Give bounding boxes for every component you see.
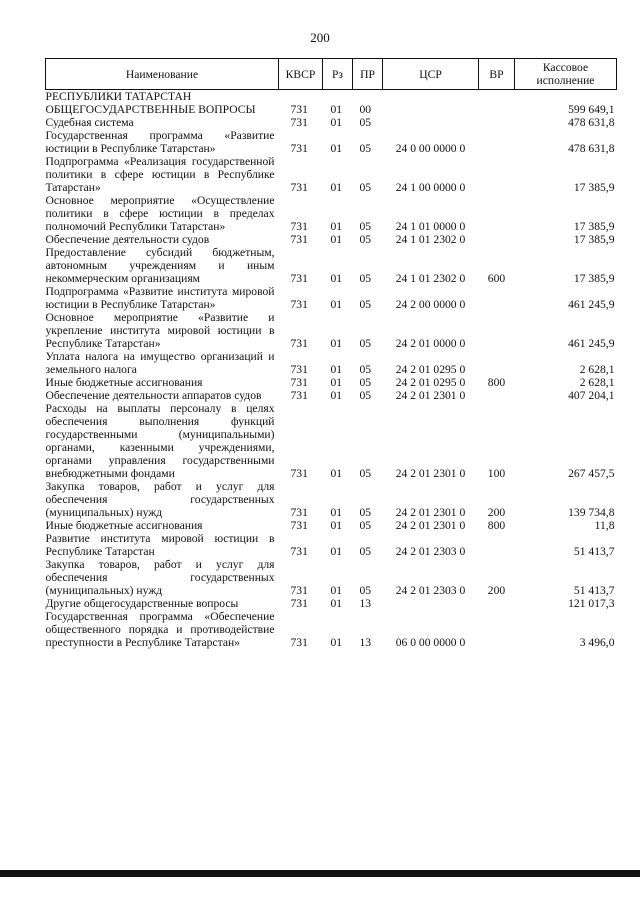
- cell-csr: 24 2 01 2303 0: [395, 584, 466, 597]
- table-row: [46, 233, 617, 246]
- cell-pr: 05: [359, 584, 372, 597]
- table-row: [46, 389, 617, 402]
- cell-rz: 01: [330, 467, 343, 480]
- table-row: [46, 194, 617, 233]
- table-row: [46, 480, 617, 519]
- bottom-rule: [0, 870, 640, 877]
- cell-csr: 24 1 00 0000 0: [395, 181, 466, 194]
- table-row: [46, 610, 617, 649]
- cell-kvsr: 731: [290, 337, 308, 350]
- cell-sum: 3 496,0: [579, 636, 615, 649]
- cell-pr: 05: [359, 467, 372, 480]
- cell-vr: [479, 129, 515, 155]
- cell-pr: 13: [359, 636, 372, 649]
- cell-rz: 01: [330, 181, 343, 194]
- cell-csr: 24 1 01 2302 0: [395, 233, 466, 246]
- cell-pr: 05: [359, 298, 372, 311]
- table-row: [46, 597, 617, 610]
- cell-name: Основное мероприятие «Осуществление политики в сфере юстиции в пределах полномочий Республики Татарстан»: [45, 194, 275, 233]
- cell-csr: 24 2 00 0000 0: [395, 298, 466, 311]
- cell-name: Государственная программа «Обеспечение общественного порядка и противодействие преступности в Республике Татарстан»: [45, 610, 275, 649]
- cell-name: Закупка товаров, работ и услуг для обеспечения государственных (муниципальных) нужд: [45, 558, 275, 597]
- cell-pr: 05: [359, 376, 372, 389]
- cell-csr: 24 2 01 0295 0: [395, 376, 466, 389]
- cell-pr: 05: [359, 545, 372, 558]
- table-row: [46, 402, 617, 480]
- cell-rz: 01: [330, 636, 343, 649]
- cell-sum: 17 385,9: [573, 220, 615, 233]
- cell-name: Государственная программа «Развитие юстиции в Республике Татарстан»: [45, 129, 275, 155]
- cell-csr: 24 2 01 2301 0: [395, 519, 466, 532]
- table-row: [46, 90, 617, 104]
- cell-rz: 01: [330, 545, 343, 558]
- cell-rz: 01: [330, 389, 343, 402]
- cell-name: Подпрограмма «Развитие института мировой юстиции в Республике Татарстан»: [45, 285, 275, 311]
- cell-kvsr: 731: [290, 181, 308, 194]
- cell-csr: 24 2 01 0000 0: [395, 337, 466, 350]
- cell-vr: [479, 597, 515, 610]
- cell-pr: 05: [359, 363, 372, 376]
- cell-sum: [515, 90, 617, 104]
- column-header-sum: Кассовое исполнение: [515, 59, 617, 90]
- cell-vr: [479, 311, 515, 350]
- cell-vr: 200: [487, 506, 506, 519]
- cell-vr: [479, 194, 515, 233]
- cell-csr: 24 2 01 0295 0: [395, 363, 466, 376]
- cell-name: Обеспечение деятельности судов: [45, 233, 210, 246]
- cell-kvsr: 731: [290, 142, 308, 155]
- cell-pr: 05: [359, 272, 372, 285]
- cell-sum: 11,8: [594, 519, 615, 532]
- cell-rz: 01: [330, 519, 343, 532]
- cell-vr: [479, 610, 515, 649]
- table-body: [46, 90, 617, 650]
- cell-name: Предоставление субсидий бюджетным, автономным учреждениям и иным некоммерческим организациям: [45, 246, 275, 285]
- cell-name: РЕСПУБЛИКИ ТАТАРСТАН: [45, 90, 192, 103]
- cell-vr: [479, 90, 515, 104]
- cell-csr: 24 2 01 2301 0: [395, 467, 466, 480]
- cell-name: Подпрограмма «Реализация государственной политики в сфере юстиции в Республике Татарстан»: [45, 155, 275, 194]
- cell-pr: 05: [359, 389, 372, 402]
- cell-vr: [479, 350, 515, 376]
- column-header-rz: Рз: [323, 59, 353, 90]
- cell-vr: [479, 285, 515, 311]
- cell-kvsr: 731: [290, 467, 308, 480]
- cell-rz: 01: [330, 363, 343, 376]
- table-row: [46, 376, 617, 389]
- cell-csr: 24 0 00 0000 0: [395, 142, 466, 155]
- cell-name: Расходы на выплаты персоналу в целях обеспечения выполнения функций государственными (муниципальными) органами, казенными учреждениями, органами управления государственными внебюджетными фондами: [45, 402, 275, 480]
- table-row: [46, 532, 617, 558]
- cell-name: Развитие института мировой юстиции в Республике Татарстан: [45, 532, 275, 558]
- cell-sum: 599 649,1: [568, 103, 615, 116]
- header-row: [46, 59, 617, 90]
- cell-kvsr: 731: [290, 220, 308, 233]
- page-number: 200: [310, 30, 330, 45]
- table-row: [46, 246, 617, 285]
- cell-vr: 200: [487, 584, 506, 597]
- cell-csr: [383, 90, 479, 104]
- cell-sum: 51 413,7: [573, 545, 615, 558]
- cell-rz: 01: [330, 506, 343, 519]
- table-row: [46, 558, 617, 597]
- cell-csr: 24 2 01 2303 0: [395, 545, 466, 558]
- cell-csr: 24 2 01 2301 0: [395, 389, 466, 402]
- cell-vr: [479, 103, 515, 116]
- cell-rz: 01: [330, 597, 343, 610]
- cell-csr: 24 1 01 0000 0: [395, 220, 466, 233]
- cell-pr: 05: [359, 519, 372, 532]
- cell-csr: [383, 103, 479, 116]
- cell-kvsr: 731: [290, 233, 308, 246]
- cell-kvsr: 731: [290, 519, 308, 532]
- cell-name: Закупка товаров, работ и услуг для обеспечения государственных (муниципальных) нужд: [45, 480, 275, 519]
- cell-sum: 17 385,9: [573, 272, 615, 285]
- cell-vr: [479, 155, 515, 194]
- cell-rz: 01: [330, 142, 343, 155]
- cell-name: Основное мероприятие «Развитие и укрепление института мировой юстиции в Республике Татарстан»: [45, 311, 275, 350]
- budget-table-container: [45, 58, 616, 649]
- cell-csr: 24 1 01 2302 0: [395, 272, 466, 285]
- cell-pr: 00: [359, 103, 372, 116]
- cell-pr: [353, 90, 383, 104]
- column-header-name: Наименование: [46, 59, 279, 90]
- column-header-vr: ВР: [479, 59, 515, 90]
- cell-name: Другие общегосударственные вопросы: [45, 597, 239, 610]
- budget-table: [45, 58, 617, 649]
- column-header-pr: ПР: [353, 59, 383, 90]
- cell-sum: 2 628,1: [579, 376, 615, 389]
- cell-kvsr: 731: [290, 116, 308, 129]
- column-header-kvsr: КВСР: [279, 59, 323, 90]
- cell-kvsr: 731: [290, 298, 308, 311]
- cell-csr: [383, 116, 479, 129]
- cell-kvsr: 731: [290, 545, 308, 558]
- table-row: [46, 129, 617, 155]
- cell-csr: 24 2 01 2301 0: [395, 506, 466, 519]
- cell-sum: 267 457,5: [568, 467, 615, 480]
- cell-pr: 05: [359, 181, 372, 194]
- cell-vr: [479, 532, 515, 558]
- cell-kvsr: 731: [290, 103, 308, 116]
- cell-rz: 01: [330, 584, 343, 597]
- cell-kvsr: 731: [290, 389, 308, 402]
- cell-name: ОБЩЕГОСУДАРСТВЕННЫЕ ВОПРОСЫ: [45, 103, 256, 116]
- cell-rz: 01: [330, 103, 343, 116]
- cell-sum: 461 245,9: [568, 298, 615, 311]
- column-header-csr: ЦСР: [383, 59, 479, 90]
- cell-sum: 17 385,9: [573, 181, 615, 194]
- cell-rz: [323, 90, 353, 104]
- cell-sum: 139 734,8: [568, 506, 615, 519]
- cell-rz: 01: [330, 116, 343, 129]
- cell-pr: 05: [359, 220, 372, 233]
- cell-sum: 478 631,8: [568, 142, 615, 155]
- cell-kvsr: 731: [290, 636, 308, 649]
- table-row: [46, 519, 617, 532]
- cell-vr: 800: [487, 376, 506, 389]
- cell-kvsr: 731: [290, 376, 308, 389]
- cell-rz: 01: [330, 220, 343, 233]
- cell-rz: 01: [330, 337, 343, 350]
- table-row: [46, 155, 617, 194]
- table-row: [46, 103, 617, 116]
- cell-rz: 01: [330, 298, 343, 311]
- cell-kvsr: 731: [290, 363, 308, 376]
- cell-sum: 121 017,3: [568, 597, 615, 610]
- cell-kvsr: [279, 90, 323, 104]
- cell-name: Обеспечение деятельности аппаратов судов: [45, 389, 262, 402]
- cell-vr: [479, 116, 515, 129]
- cell-sum: 2 628,1: [579, 363, 615, 376]
- cell-kvsr: 731: [290, 597, 308, 610]
- cell-sum: 461 245,9: [568, 337, 615, 350]
- cell-name: Судебная система: [45, 116, 134, 129]
- cell-vr: 800: [487, 519, 506, 532]
- table-row: [46, 116, 617, 129]
- cell-rz: 01: [330, 233, 343, 246]
- cell-pr: 05: [359, 337, 372, 350]
- cell-pr: 13: [359, 597, 372, 610]
- cell-name: Иные бюджетные ассигнования: [45, 376, 203, 389]
- cell-pr: 05: [359, 233, 372, 246]
- cell-rz: 01: [330, 272, 343, 285]
- cell-vr: [479, 389, 515, 402]
- cell-sum: 17 385,9: [573, 233, 615, 246]
- table-row: [46, 350, 617, 376]
- table-row: [46, 311, 617, 350]
- cell-csr: [383, 597, 479, 610]
- table-header: [46, 59, 617, 90]
- cell-pr: 05: [359, 142, 372, 155]
- cell-sum: 51 413,7: [573, 584, 615, 597]
- cell-csr: 06 0 00 0000 0: [395, 636, 466, 649]
- cell-vr: 100: [487, 467, 506, 480]
- cell-pr: 05: [359, 116, 372, 129]
- cell-pr: 05: [359, 506, 372, 519]
- cell-name: Уплата налога на имущество организаций и земельного налога: [45, 350, 275, 376]
- cell-vr: 600: [487, 272, 506, 285]
- cell-kvsr: 731: [290, 272, 308, 285]
- cell-sum: 407 204,1: [568, 389, 615, 402]
- cell-kvsr: 731: [290, 584, 308, 597]
- cell-name: Иные бюджетные ассигнования: [45, 519, 203, 532]
- cell-vr: [479, 233, 515, 246]
- cell-rz: 01: [330, 376, 343, 389]
- table-row: [46, 285, 617, 311]
- cell-sum: 478 631,8: [568, 116, 615, 129]
- cell-kvsr: 731: [290, 506, 308, 519]
